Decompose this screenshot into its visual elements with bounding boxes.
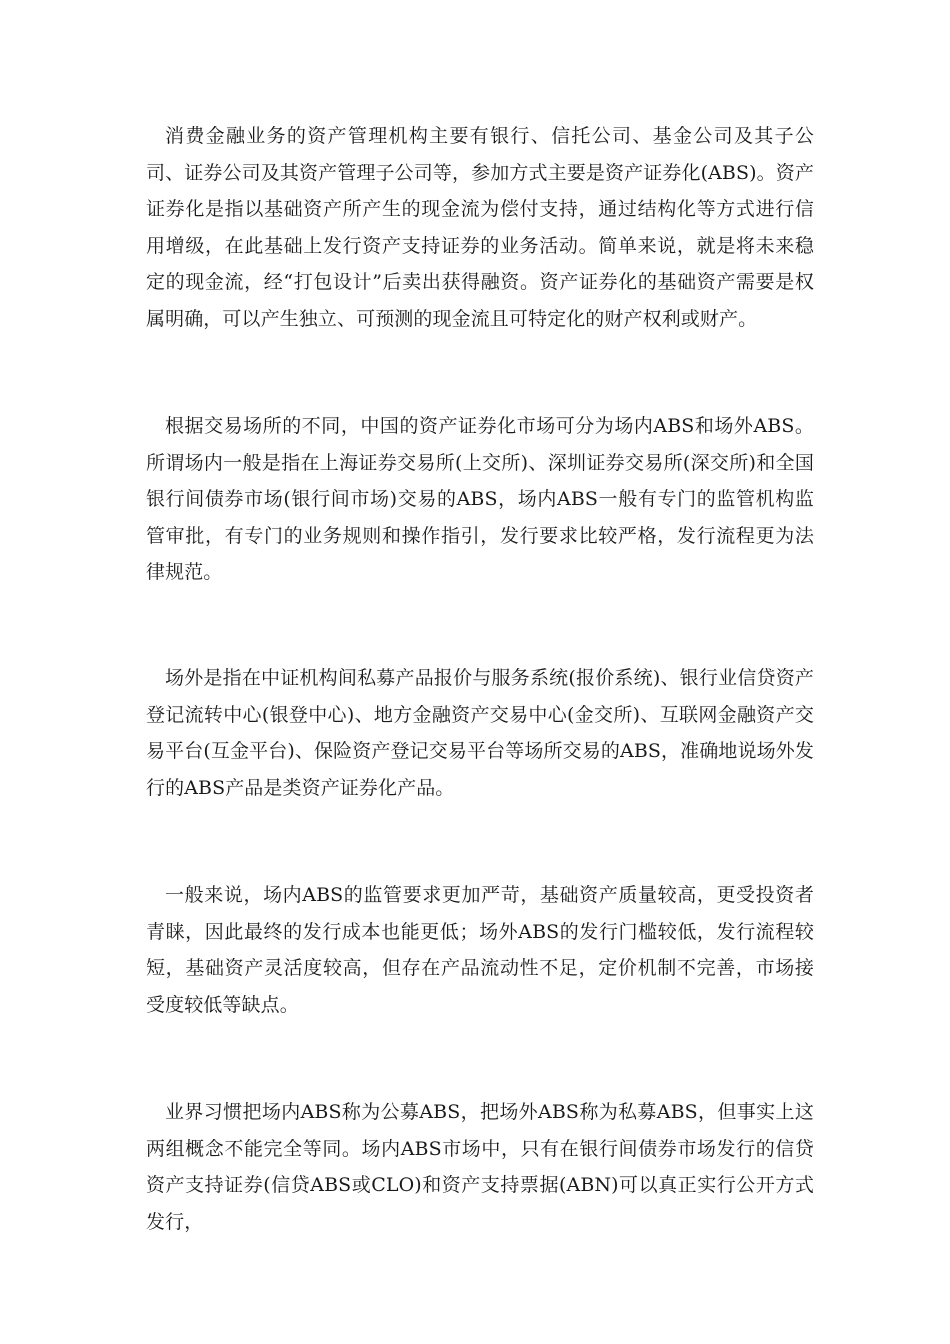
paragraph-onsite-offsite-markets: 根据交易场所的不同，中国的资产证券化市场可分为场内ABS和场外ABS。所谓场内一般是指在上海证券交易所(上交所)、深圳证券交易所(深交所)和全国银行间债券市场(银行间市场)交易的ABS，场内ABS一般有专门的监管机构监管审批，有专门的业务规则和操作指引，发行要求比较严格，发行流程更为法律规范。 xyxy=(146,415,814,583)
paragraph-public-private-abs: 业界习惯把场内ABS称为公募ABS，把场外ABS称为私募ABS，但事实上这两组概念不能完全等同。场内ABS市场中，只有在银行间债券市场发行的信贷资产支持证券(信贷ABS或CLO)和资产支持票据(ABN)可以真正实行公开方式发行， xyxy=(146,1101,814,1233)
paragraph-comparison: 一般来说，场内ABS的监管要求更加严苛，基础资产质量较高，更受投资者青睐，因此最终的发行成本也能更低；场外ABS的发行门槛较低，发行流程较短，基础资产灵活度较高，但存在产品流动性不足，定价机制不完善，市场接受度较低等缺点。 xyxy=(146,884,814,1016)
paragraph-offsite-definition: 场外是指在中证机构间私募产品报价与服务系统(报价系统)、银行业信贷资产登记流转中心(银登中心)、地方金融资产交易中心(金交所)、互联网金融资产交易平台(互金平台)、保险资产登记交易平台等场所交易的ABS，准确地说场外发行的ABS产品是类资产证券化产品。 xyxy=(146,667,814,799)
paragraph-consumer-finance-abs: 消费金融业务的资产管理机构主要有银行、信托公司、基金公司及其子公司、证券公司及其资产管理子公司等，参加方式主要是资产证券化(ABS)。资产证券化是指以基础资产所产生的现金流为偿付支持，通过结构化等方式进行信用增级，在此基础上发行资产支持证券的业务活动。简单来说，就是将未来稳定的现金流，经“打包设计”后卖出获得融资。资产证券化的基础资产需要是权属明确，可以产生独立、可预测的现金流且可特定化的财产权利或财产。 xyxy=(146,125,814,330)
